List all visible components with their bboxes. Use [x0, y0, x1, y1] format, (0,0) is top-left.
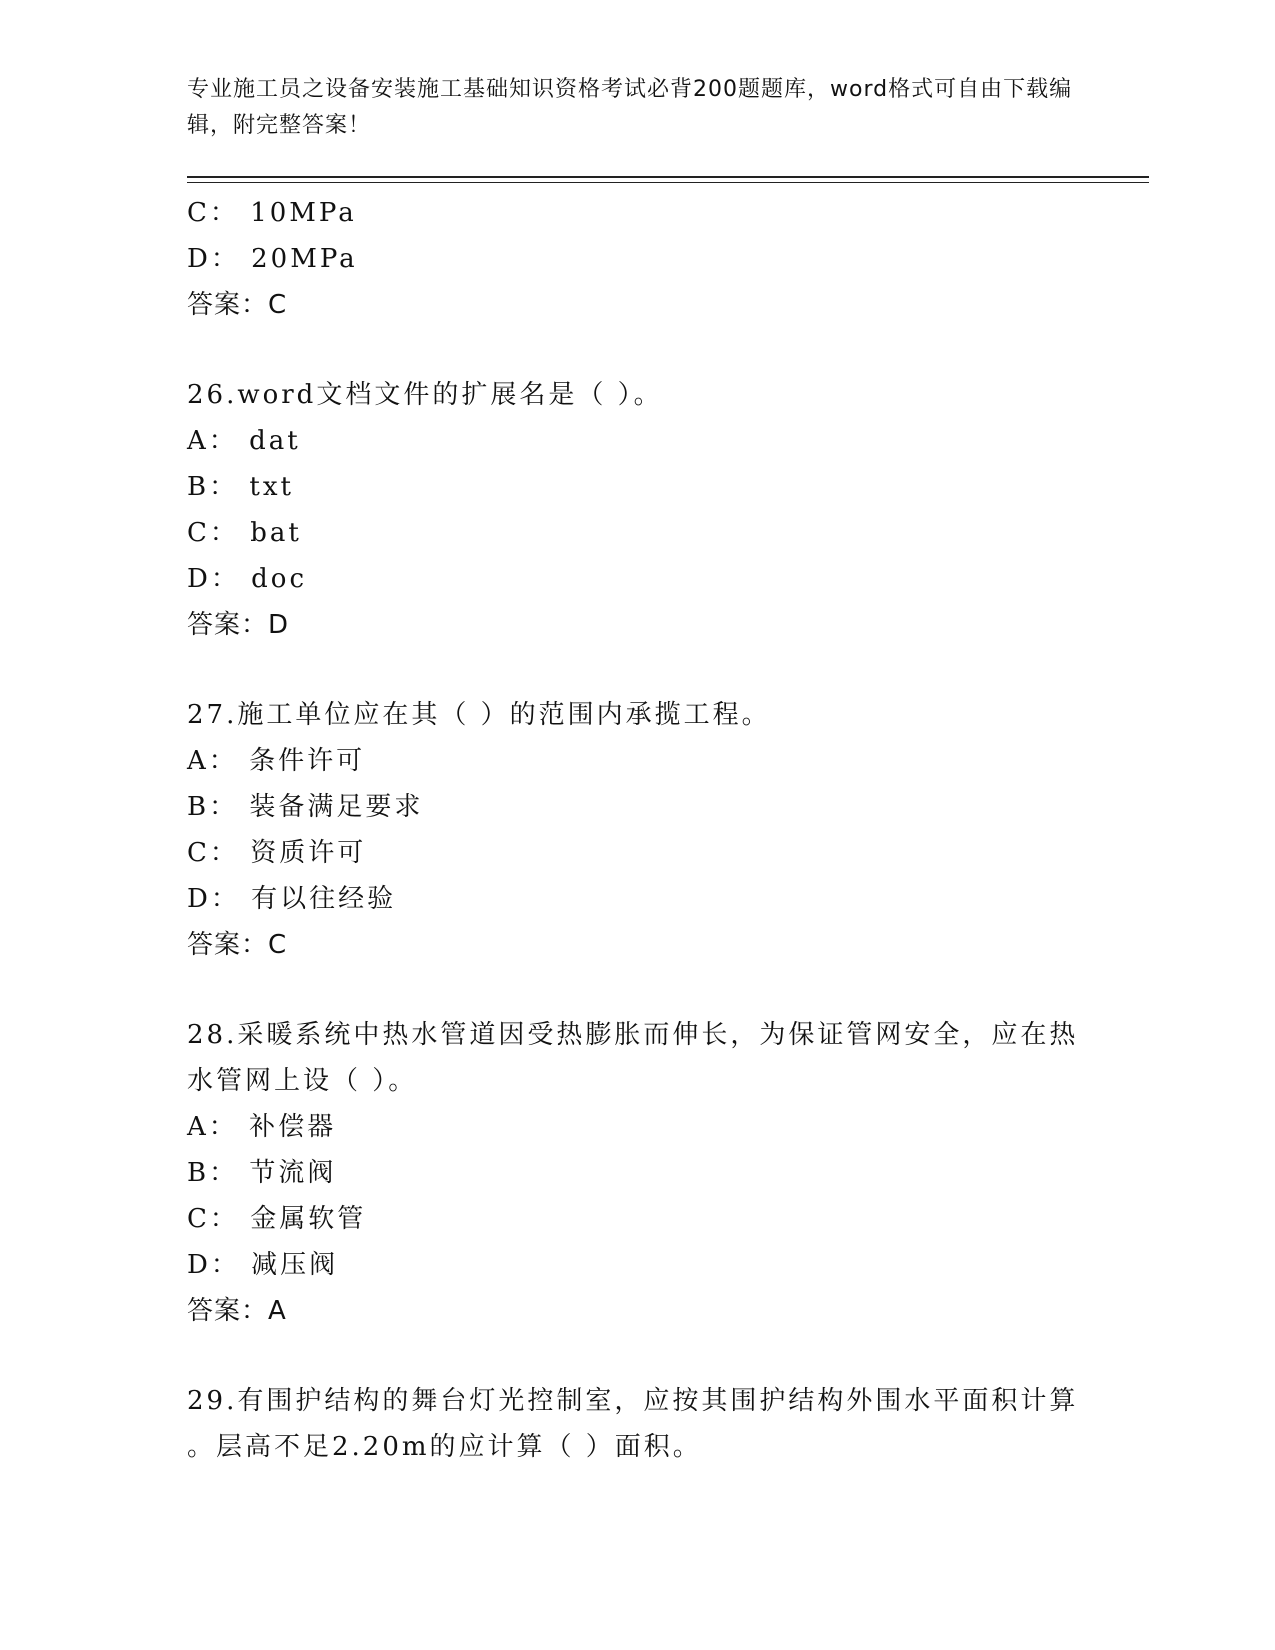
- option-c: C： bat: [187, 518, 302, 548]
- question-stem: 26.word文档文件的扩展名是（ ）。: [187, 380, 663, 410]
- option-d: D： 减压阀: [187, 1250, 339, 1280]
- option-c: C： 资质许可: [187, 838, 367, 868]
- option-a: A： 条件许可: [187, 746, 366, 776]
- question-stem-line-2: 。层高不足2.20m的应计算（ ）面积。: [187, 1432, 702, 1462]
- question-stem-line-1: 28.采暖系统中热水管道因受热膨胀而伸长，为保证管网安全，应在热: [187, 1020, 1079, 1050]
- answer-line: 答案：C: [187, 290, 288, 320]
- option-c: C： 金属软管: [187, 1204, 367, 1234]
- question-stem: 27.施工单位应在其（ ）的范围内承揽工程。: [187, 700, 771, 730]
- page-header: 专业施工员之设备安装施工基础知识资格考试必背200题题库，word格式可自由下载编辑，附完整答案！: [187, 77, 1073, 138]
- question-stem-line-1: 29.有围护结构的舞台灯光控制室，应按其围护结构外围水平面积计算: [187, 1386, 1079, 1416]
- option-b: B： 装备满足要求: [187, 792, 424, 822]
- answer-line: 答案：C: [187, 930, 288, 960]
- option-a: A： dat: [187, 426, 301, 456]
- answer-line: 答案：D: [187, 610, 290, 640]
- question-list: [187, 190, 1087, 1470]
- header-divider-thin: [187, 182, 1149, 183]
- answer-line: 答案：A: [187, 1296, 287, 1326]
- option-d: D： 20MPa: [187, 244, 358, 274]
- option-c: C： 10MPa: [187, 198, 357, 228]
- question-stem-line-2: 水管网上设（ ）。: [187, 1066, 418, 1096]
- header-divider: [187, 176, 1149, 178]
- option-d: D： 有以往经验: [187, 884, 397, 914]
- option-b: B： 节流阀: [187, 1158, 337, 1188]
- option-a: A： 补偿器: [187, 1112, 337, 1142]
- option-b: B： txt: [187, 472, 294, 502]
- option-d: D： doc: [187, 564, 307, 594]
